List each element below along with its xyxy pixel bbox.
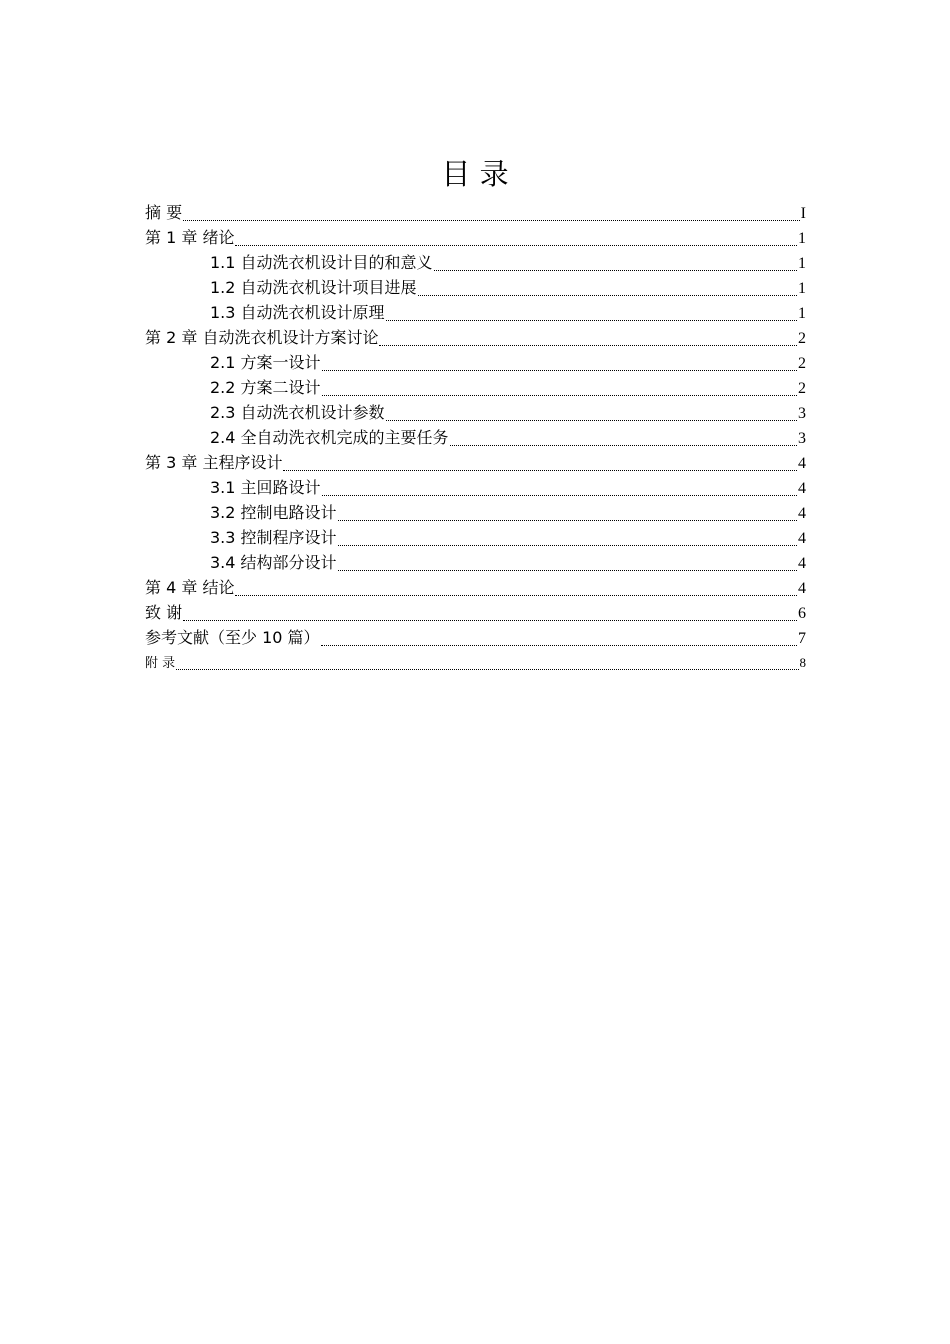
toc-entry-label: 附 录 (145, 656, 176, 671)
toc-entry[interactable] (145, 600, 806, 625)
toc-entry-page: 1 (798, 305, 806, 322)
toc-leader-dots (183, 204, 800, 221)
toc-leader-dots (321, 629, 797, 646)
toc-entry-label: 参考文献（至少 10 篇） (145, 628, 320, 647)
toc-entry-page: 3 (798, 405, 806, 422)
toc-entry-label: 2.1 方案一设计 (210, 353, 321, 372)
toc-entry-label: 第 4 章 结论 (145, 578, 235, 597)
toc-entry-page: 2 (798, 380, 806, 397)
toc-entry[interactable] (145, 225, 806, 250)
toc-entry-page: 4 (798, 530, 806, 547)
toc-leader-dots (386, 404, 797, 421)
toc-entry-page: 4 (798, 480, 806, 497)
toc-entry[interactable] (145, 550, 806, 575)
toc-leader-dots (176, 656, 798, 670)
toc-entry-page: 3 (798, 430, 806, 447)
toc-leader-dots (434, 254, 797, 271)
toc-leader-dots (235, 579, 797, 596)
toc-entry-label: 致 谢 (145, 603, 183, 622)
toc-entry-page: 4 (798, 580, 806, 597)
toc-entry-page: I (800, 205, 806, 222)
toc-leader-dots (322, 479, 797, 496)
toc-leader-dots (338, 504, 797, 521)
toc-leader-dots (379, 329, 797, 346)
toc-entry-page: 6 (798, 605, 806, 622)
toc-entry-page: 4 (798, 455, 806, 472)
toc-entry-page: 2 (798, 330, 806, 347)
toc-entry[interactable] (145, 400, 806, 425)
toc-entry[interactable] (145, 350, 806, 375)
toc-leader-dots (338, 529, 797, 546)
toc-entry-label: 第 1 章 绪论 (145, 228, 235, 247)
toc-title: 目 录 (441, 157, 509, 191)
toc-entry-page: 4 (798, 555, 806, 572)
toc-entry-label: 第 2 章 自动洗衣机设计方案讨论 (145, 328, 379, 347)
toc-entry[interactable] (145, 650, 806, 675)
toc-leader-dots (283, 454, 797, 471)
toc-leader-dots (322, 379, 797, 396)
toc-entry-label: 3.1 主回路设计 (210, 478, 321, 497)
toc-entry[interactable] (145, 275, 806, 300)
toc-entry[interactable] (145, 625, 806, 650)
toc-entry-label: 1.3 自动洗衣机设计原理 (210, 303, 385, 322)
toc-leader-dots (183, 604, 797, 621)
toc-entry-label: 2.4 全自动洗衣机完成的主要任务 (210, 428, 449, 447)
toc-entry[interactable] (145, 325, 806, 350)
toc-entry-page: 1 (798, 255, 806, 272)
toc-leader-dots (338, 554, 797, 571)
toc-entry[interactable] (145, 425, 806, 450)
toc-leader-dots (450, 429, 797, 446)
toc-entry-page: 1 (798, 280, 806, 297)
toc-entry-label: 3.2 控制电路设计 (210, 503, 337, 522)
toc-entry[interactable] (145, 300, 806, 325)
toc-entry-page: 7 (798, 630, 806, 647)
toc-leader-dots (386, 304, 797, 321)
toc-entry[interactable] (145, 475, 806, 500)
toc-entry-label: 第 3 章 主程序设计 (145, 453, 283, 472)
toc-leader-dots (235, 229, 797, 246)
toc-entry-label: 1.1 自动洗衣机设计目的和意义 (210, 253, 433, 272)
toc-entry-label: 2.2 方案二设计 (210, 378, 321, 397)
toc-entry[interactable] (145, 525, 806, 550)
toc-entry-page: 2 (798, 355, 806, 372)
toc-entry-page: 8 (799, 655, 806, 670)
toc-leader-dots (322, 354, 797, 371)
toc-entry-label: 2.3 自动洗衣机设计参数 (210, 403, 385, 422)
toc-entry[interactable] (145, 200, 806, 225)
toc-entry[interactable] (145, 375, 806, 400)
toc-leader-dots (418, 279, 797, 296)
toc-entry-label: 3.3 控制程序设计 (210, 528, 337, 547)
toc-entry-page: 4 (798, 505, 806, 522)
toc-entry[interactable] (145, 575, 806, 600)
toc-entry[interactable] (145, 250, 806, 275)
toc-entry[interactable] (145, 500, 806, 525)
toc-entry-label: 1.2 自动洗衣机设计项目进展 (210, 278, 417, 297)
toc-entry[interactable] (145, 450, 806, 475)
table-of-contents (145, 200, 806, 675)
toc-entry-label: 3.4 结构部分设计 (210, 553, 337, 572)
toc-entry-label: 摘 要 (145, 203, 183, 222)
toc-entry-page: 1 (798, 230, 806, 247)
